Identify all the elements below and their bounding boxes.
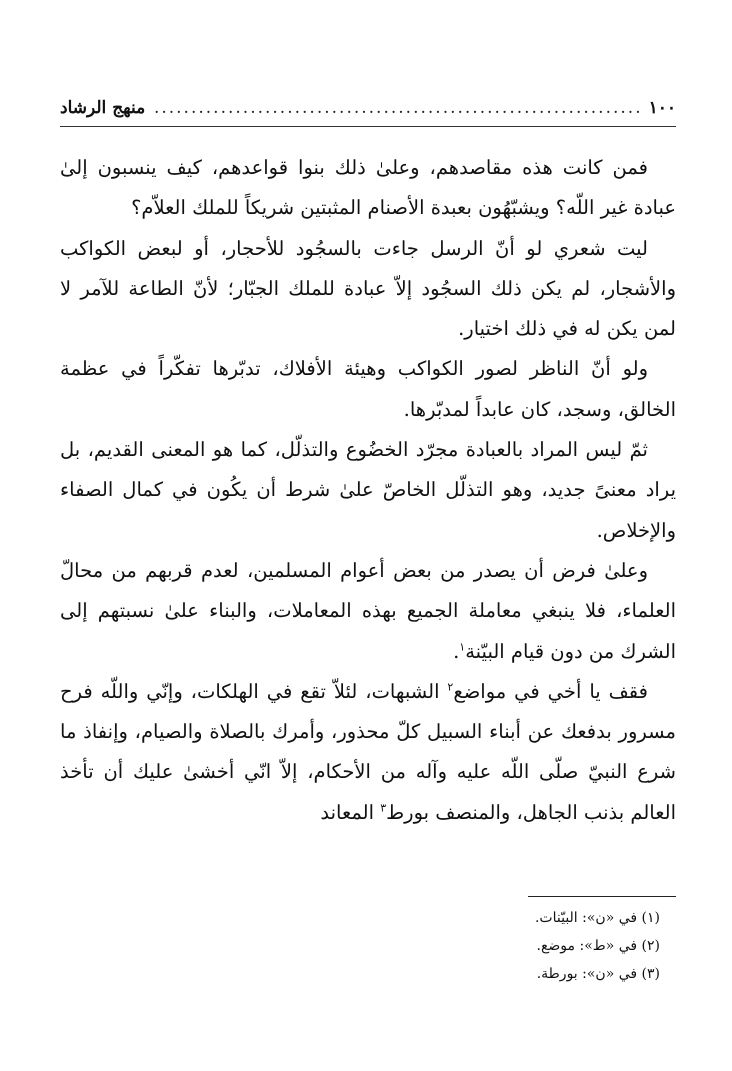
paragraph: ثمّ ليس المراد بالعبادة مجرّد الخضُوع والتذلّل، كما هو المعنى القديم، بل يراد معنىً جديد، وهو التذلّل الخاصّ علىٰ شرط أن يكُون في كمال الصفاء والإخلاص.: [60, 438, 676, 542]
footnote-rule: [528, 896, 676, 897]
paragraph-text: وعلىٰ فرض أن يصدر من بعض أعوام المسلمين، لعدم قربهم من محالّ العلماء، فلا ينبغي معاملة الجميع بهذه المعاملات، والبناء علىٰ نسبتهم إلى الشرك من دون قيام البيّنة: [60, 558, 676, 663]
paragraph-text: المعاند: [320, 800, 381, 824]
footnotes: [60, 904, 676, 988]
book-page: [60, 0, 676, 1071]
running-header: [60, 93, 676, 123]
body-text: [60, 148, 676, 833]
paragraph: فمن كانت هذه مقاصدهم، وعلىٰ ذلك بنوا قواعدهم، كيف ينسبون إلىٰ عبادة غير اللّه؟ ويشبّهُون بعبدة الأصنام المثبتين شريكاً للملك العلاّم؟: [60, 156, 676, 220]
paragraph: [60, 551, 676, 672]
header-rule: [60, 126, 676, 127]
footnote-ref: ٢: [447, 680, 454, 694]
leader-dots: [151, 98, 642, 118]
paragraph: ولو أنّ الناظر لصور الكواكب وهيئة الأفلاك، تدبّرها تفكّراً في عظمة الخالق، وسجد، كان عابداً لمدبّرها.: [60, 357, 676, 421]
page-number: ١٠٠: [648, 98, 676, 118]
paragraph-text: فقف يا أخي في مواضع: [453, 679, 648, 703]
footnote: (٢) في «ط»: موضع.: [536, 938, 660, 954]
paragraph: ليت شعري لو أنّ الرسل جاءت بالسجُود للأحجار، أو لبعض الكواكب والأشجار، لم يكن ذلك السجُود إلاّ عبادة للملك الجبّار؛ لأنّ الطاعة للآمر لا لمن يكن له في ذلك اختيار.: [60, 236, 676, 341]
footnote-ref: ٣: [380, 801, 387, 815]
footnote: (٣) في «ن»: بورطة.: [536, 966, 660, 982]
running-title: منهج الرشاد: [60, 98, 146, 118]
paragraph-text: الشبهات، لئلاّ تقع في الهلكات، وإنّي واللّه فرح مسرور بدفعك عن أبناء السبيل كلّ محذور، وأمرك بالصلاة والصيام، وإنفاذ ما شرع النبيّ صلّى اللّه عليه وآله من الأحكام، إلاّ انّي أخشىٰ عليك أن تأخذ العالم بذنب الجاهل، والمنصف بورط: [60, 679, 676, 824]
paragraph-tail: .: [453, 639, 460, 663]
footnote: (١) في «ن»: البيّنات.: [534, 910, 660, 926]
footnote-ref: ١: [459, 640, 466, 654]
paragraph: [60, 672, 676, 833]
